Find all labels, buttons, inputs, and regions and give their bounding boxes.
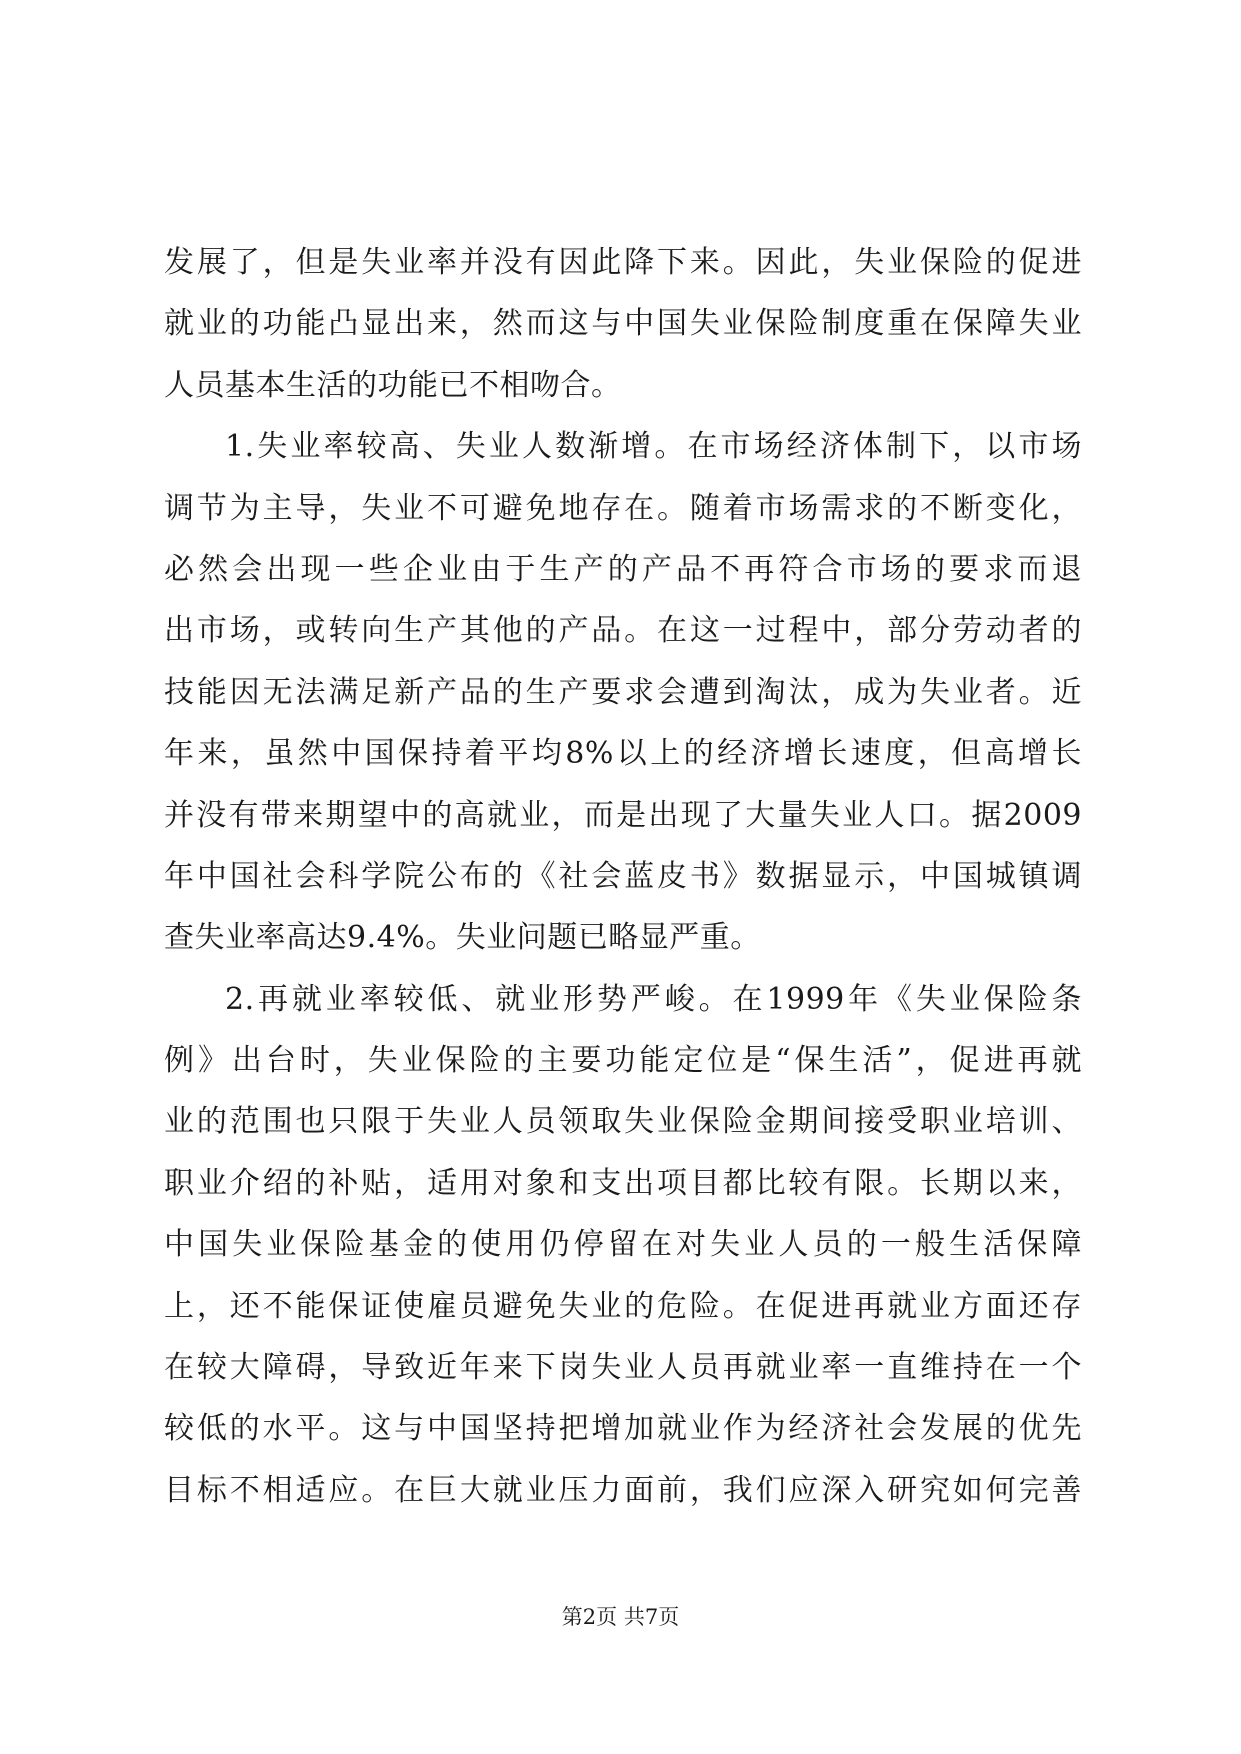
paragraph-line: 年中国社会科学院公布的《社会蓝皮书》数据显示，中国城镇调 <box>164 858 1082 894</box>
paragraph-line: 必然会出现一些企业由于生产的产品不再符合市场的要求而退 <box>164 551 1082 587</box>
paragraph-line: 上，还不能保证使雇员避免失业的危险。在促进再就业方面还存 <box>164 1288 1082 1324</box>
paragraph-line: 出市场，或转向生产其他的产品。在这一过程中，部分劳动者的 <box>164 613 1082 649</box>
page-footer <box>0 1603 1241 1631</box>
paragraph-line: 例》出台时，失业保险的主要功能定位是“保生活”，促进再就 <box>164 1043 1082 1079</box>
paragraph-line: 发展了，但是失业率并没有因此降下来。因此，失业保险的促进 <box>164 245 1082 280</box>
paragraph-line: 调节为主导，失业不可避免地存在。随着市场需求的不断变化， <box>164 490 1082 526</box>
page-number-label: 第2页 共7页 <box>561 1605 680 1629</box>
paragraph-line: 2.再就业率较低、就业形势严峻。在1999年《失业保险条 <box>225 981 1082 1017</box>
paragraph-line: 中国失业保险基金的使用仍停留在对失业人员的一般生活保障 <box>164 1227 1082 1263</box>
paragraph-line: 并没有带来期望中的高就业，而是出现了大量失业人口。据2009 <box>164 797 1082 833</box>
paragraph-line: 较低的水平。这与中国坚持把增加就业作为经济社会发展的优先 <box>164 1411 1082 1447</box>
paragraph-line: 在较大障碍，导致近年来下岗失业人员再就业率一直维持在一个 <box>164 1350 1082 1386</box>
paragraph-line: 年来，虽然中国保持着平均8%以上的经济增长速度，但高增长 <box>164 736 1082 772</box>
paragraph-line: 职业介绍的补贴，适用对象和支出项目都比较有限。长期以来， <box>164 1165 1082 1201</box>
paragraph-line: 业的范围也只限于失业人员领取失业保险金期间接受职业培训、 <box>164 1104 1082 1140</box>
paragraph-line: 人员基本生活的功能已不相吻合。 <box>164 367 622 403</box>
paragraph-line: 技能因无法满足新产品的生产要求会遭到淘汰，成为失业者。近 <box>164 674 1082 710</box>
paragraph-line: 1.失业率较高、失业人数渐增。在市场经济体制下，以市场 <box>225 429 1082 465</box>
paragraph-line: 查失业率高达9.4%。失业问题已略显严重。 <box>164 920 761 956</box>
paragraph-line: 就业的功能凸显出来，然而这与中国失业保险制度重在保障失业 <box>164 306 1082 342</box>
paragraph-line: 目标不相适应。在巨大就业压力面前，我们应深入研究如何完善 <box>164 1472 1082 1508</box>
body-text <box>164 232 1082 1521</box>
